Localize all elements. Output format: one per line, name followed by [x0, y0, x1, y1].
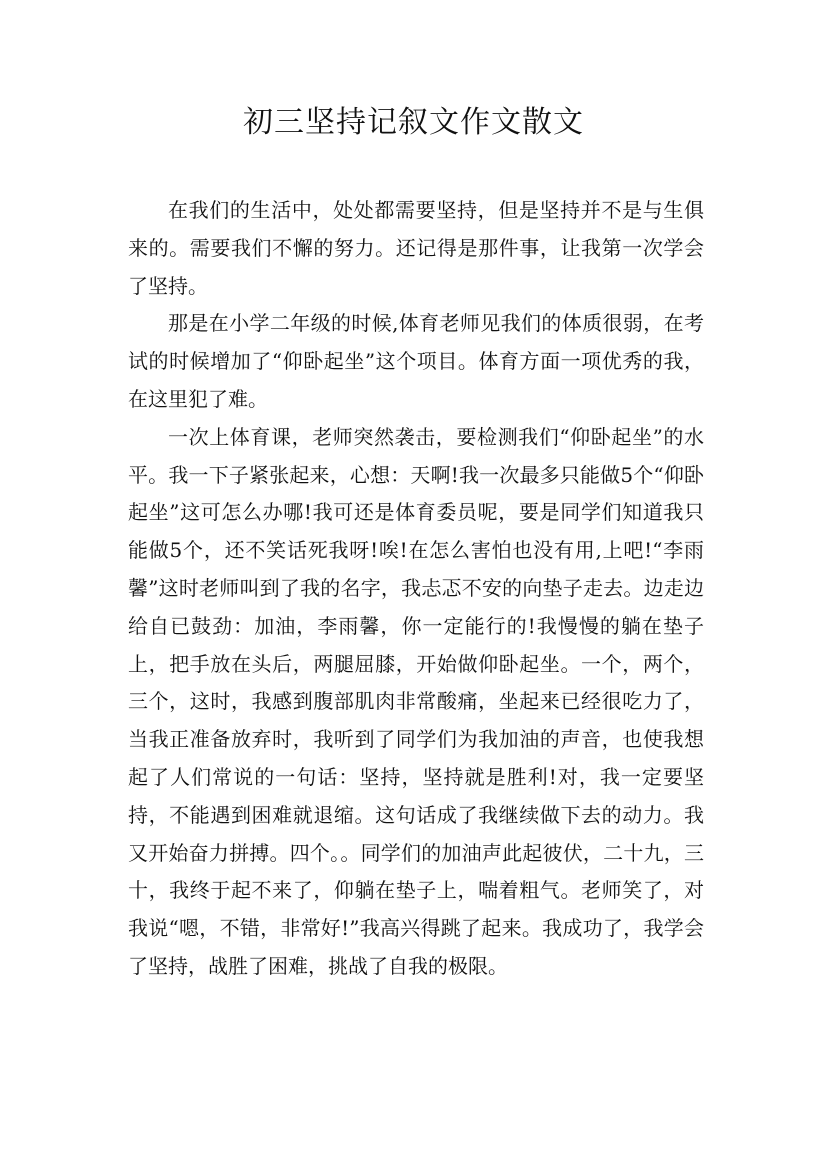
document-title: 初三坚持记叙文作文散文: [243, 105, 584, 140]
document-body: [128, 192, 704, 986]
paragraph-3: 一次上体育课，老师突然袭击，要检测我们“仰卧起坐”的水平。我一下子紧张起来，心想：天啊!我一次最多只能做5个“仰卧起坐”这可怎么办哪!我可还是体育委员呢，要是同学们知道我只能做5个，还不笑话死我呀!唉!在怎么害怕也没有用,上吧!“李雨馨”这时老师叫到了我的名字，我忐忑不安的向垫子走去。边走边给自已鼓劲：加油，李雨馨，你一定能行的!我慢慢的躺在垫子上，把手放在头后，两腿屈膝，开始做仰卧起坐。一个，两个，三个，这时，我感到腹部肌肉非常酸痛，坐起来已经很吃力了，当我正准备放弃时，我听到了同学们为我加油的声音，也使我想起了人们常说的一句话：坚持，坚持就是胜利!对，我一定要坚持，不能遇到困难就退缩。这句话成了我继续做下去的动力。我又开始奋力拼搏。四个。。同学们的加油声此起彼伏，二十九，三十，我终于起不来了，仰躺在垫子上，喘着粗气。老师笑了，对我说“嗯，不错，非常好!”我高兴得跳了起来。我成功了，我学会了坚持，战胜了困难，挑战了自我的极限。: [128, 424, 704, 978]
paragraph-2: 那是在小学二年级的时候,体育老师见我们的体质很弱，在考试的时候增加了“仰卧起坐”这个项目。体育方面一项优秀的我，在这里犯了难。: [128, 311, 704, 411]
paragraph-1: 在我们的生活中，处处都需要坚持，但是坚持并不是与生俱来的。需要我们不懈的努力。还记得是那件事，让我第一次学会了坚持。: [128, 198, 704, 298]
